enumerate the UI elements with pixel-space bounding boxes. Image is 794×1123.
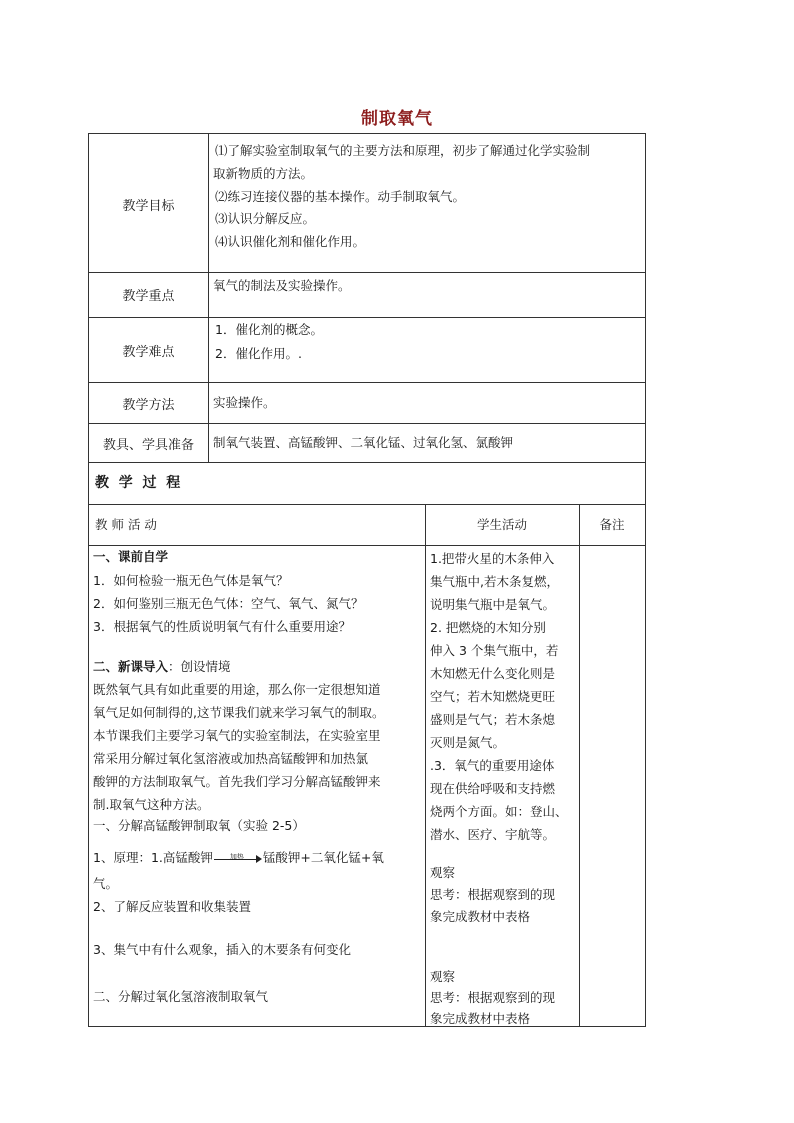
- new-lesson-suffix: ：创设情境: [168, 659, 231, 674]
- student-line: 现在供给呼吸和支持燃: [430, 781, 556, 796]
- think-line: 思考：根据观察到的现: [430, 990, 556, 1005]
- principle-end: 气。: [93, 876, 119, 891]
- reaction-condition: 加热: [229, 852, 244, 861]
- student-line: 木知燃无什么变化则是: [430, 666, 556, 681]
- row-divider: [89, 545, 645, 546]
- student-notes-divider: [579, 504, 580, 1026]
- student-line: 灭则是氮气。: [430, 735, 506, 750]
- student-line: 1.把带火星的木条伸入: [430, 551, 555, 566]
- reaction-arrow-icon: [214, 853, 262, 865]
- experiment-1-title: 一、分解高锰酸钾制取氧（实验 2-5）: [93, 818, 305, 833]
- student-line: .3．氧气的重要用途体: [430, 758, 555, 773]
- difficulty-line: 2．催化作用。.: [215, 346, 302, 361]
- principle-reactant: 1、原理：1.高锰酸钾: [93, 850, 213, 865]
- process-heading: 教 学 过 程: [95, 475, 181, 491]
- tools-label: 教具、学具准备: [102, 438, 194, 453]
- goal-line: ⑵练习连接仪器的基本操作。动手制取氧气。: [215, 189, 466, 204]
- notes-column-header: 备注: [599, 517, 625, 532]
- intro-paragraph-line: 酸钾的方法制取氧气。首先我们学习分解高锰酸钾来: [93, 774, 381, 789]
- row-divider: [89, 272, 645, 273]
- teacher-student-divider: [425, 504, 426, 1026]
- label-column-divider: [208, 134, 209, 462]
- lesson-plan-table: [88, 133, 646, 1027]
- goal-line: ⑶认识分解反应。: [215, 211, 316, 226]
- student-line: 2. 把燃烧的木知分别: [430, 620, 546, 635]
- row-divider: [89, 382, 645, 383]
- student-line: 盛则是气气；若木条熄: [430, 712, 556, 727]
- difficulty-line: 1．催化剂的概念。: [215, 322, 323, 337]
- tools-text: 制氧气装置、高锰酸钾、二氧化锰、过氧化氢、氯酸钾: [213, 435, 514, 450]
- intro-paragraph-line: 既然氧气具有如此重要的用途，那么你一定很想知道: [93, 682, 381, 697]
- new-lesson-title: 二、新课导入: [93, 659, 169, 674]
- self-study-item: 1．如何检验一瓶无色气体是氧气？: [93, 573, 289, 588]
- student-line: 伸入 3 个集气瓶中，若: [430, 643, 559, 658]
- self-study-item: 3．根据氧气的性质说明氧气有什么重要用途？: [93, 619, 351, 634]
- goal-line: 取新物质的方法。: [213, 166, 314, 181]
- intro-paragraph-line: 常采用分解过氧化氢溶液或加热高锰酸钾和加热氯: [93, 751, 369, 766]
- reaction-principle: [93, 846, 384, 869]
- principle-products: 锰酸钾+二氧化锰+氧: [262, 850, 384, 865]
- row-divider: [89, 462, 645, 463]
- think-line: 象完成教材中表格: [430, 909, 531, 924]
- row-divider: [89, 423, 645, 424]
- difficulty-label: 教学难点: [122, 345, 175, 360]
- row-divider: [89, 317, 645, 318]
- intro-paragraph-line: 氧气足如何制得的,这节课我们就来学习氧气的制取。: [93, 705, 385, 720]
- student-line: 说明集气瓶中是氧气。: [430, 597, 556, 612]
- step-item: 2、了解反应装置和收集装置: [93, 899, 251, 914]
- method-label: 教学方法: [122, 398, 175, 413]
- goal-line: ⑴了解实验室制取氧气的主要方法和原理，初步了解通过化学实验制: [215, 143, 591, 158]
- self-study-title: 一、课前自学: [93, 549, 169, 564]
- student-line: 潜水、医疗、宇航等。: [430, 827, 556, 842]
- goals-label: 教学目标: [122, 199, 175, 214]
- page-title: 制取氧气: [361, 109, 433, 129]
- observe-label: 观察: [430, 865, 456, 880]
- row-divider: [89, 504, 645, 505]
- student-column-header: 学生活动: [476, 517, 527, 532]
- think-line: 思考：根据观察到的现: [430, 887, 556, 902]
- intro-paragraph-line: 制.取氧气这种方法。: [93, 797, 210, 812]
- goal-line: ⑷认识催化剂和催化作用。: [215, 234, 366, 249]
- student-line: 集气瓶中,若木条复燃，: [430, 574, 559, 589]
- self-study-item: 2．如何鉴别三瓶无色气体：空气、氧气、氮气？: [93, 596, 364, 611]
- key-point-label: 教学重点: [122, 289, 175, 304]
- think-line: 象完成教材中表格: [430, 1011, 531, 1026]
- intro-paragraph-line: 本节课我们主要学习氧气的实验室制法，在实验室里: [93, 728, 381, 743]
- experiment-2-title: 二、分解过氧化氢溶液制取氧气: [93, 989, 269, 1004]
- method-text: 实验操作。: [213, 395, 276, 410]
- step-item: 3、集气中有什么观象，插入的木要条有何变化: [93, 942, 351, 957]
- student-line: 空气；若木知燃烧更旺: [430, 689, 556, 704]
- student-line: 烧两个方面。如：登山、: [430, 804, 568, 819]
- key-point-text: 氧气的制法及实验操作。: [213, 278, 351, 293]
- teacher-column-header: 教 师 活 动: [95, 517, 157, 532]
- observe-label: 观察: [430, 969, 456, 984]
- new-lesson-intro: [93, 655, 231, 678]
